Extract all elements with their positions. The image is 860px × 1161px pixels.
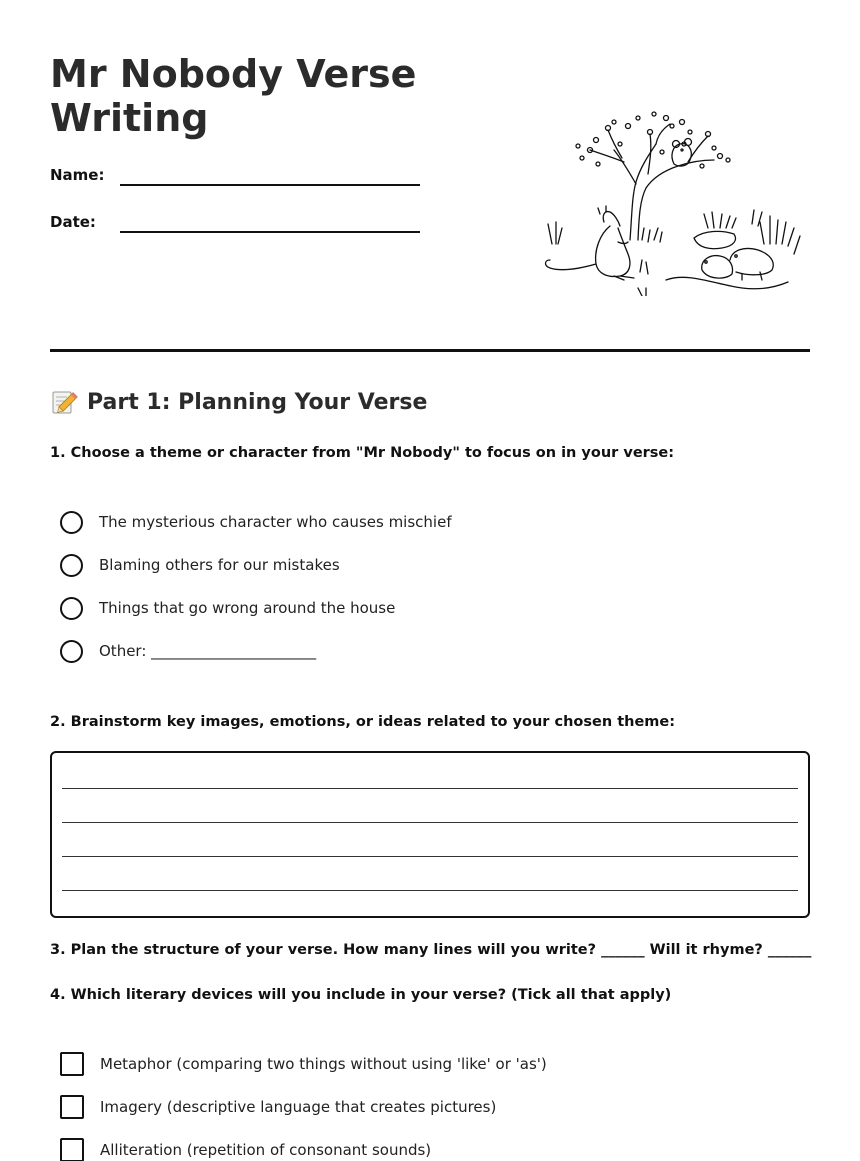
checkbox[interactable]: [60, 1052, 84, 1076]
checkbox[interactable]: [60, 1095, 84, 1119]
radio-circle[interactable]: [60, 640, 83, 663]
brainstorm-line[interactable]: [62, 856, 798, 857]
theme-option-other[interactable]: [60, 638, 316, 664]
theme-option-mischief[interactable]: [60, 509, 452, 535]
brainstorm-line[interactable]: [62, 788, 798, 789]
worksheet-title: Mr Nobody Verse Writing: [50, 52, 417, 140]
question-1: 1. Choose a theme or character from "Mr Nobody" to focus on in your verse:: [50, 445, 675, 461]
theme-option-blaming[interactable]: [60, 552, 340, 578]
option-label: Other: ______________________: [99, 642, 317, 660]
question-2: 2. Brainstorm key images, emotions, or ideas related to your chosen theme:: [50, 714, 676, 730]
name-field[interactable]: [50, 166, 420, 192]
device-option-imagery[interactable]: [60, 1094, 496, 1120]
brainstorm-line[interactable]: [62, 890, 798, 891]
radio-circle[interactable]: [60, 511, 83, 534]
date-label: Date:: [50, 213, 96, 231]
device-option-metaphor[interactable]: [60, 1051, 547, 1077]
theme-option-house[interactable]: [60, 595, 395, 621]
bush-animals-illustration: [538, 104, 806, 296]
brainstorm-line[interactable]: [62, 822, 798, 823]
date-write-line[interactable]: [120, 231, 420, 233]
question-3: 3. Plan the structure of your verse. How many lines will you write? ______ Will it rhyme? ______: [50, 942, 812, 958]
brainstorm-box[interactable]: [50, 751, 810, 918]
name-label: Name:: [50, 166, 105, 184]
question-4: 4. Which literary devices will you include in your verse? (Tick all that apply): [50, 987, 672, 1003]
header-divider: [50, 349, 810, 352]
part1-heading-text: Part 1: Planning Your Verse: [87, 389, 428, 415]
option-label: Imagery (descriptive language that creates pictures): [100, 1098, 497, 1116]
option-label: Blaming others for our mistakes: [99, 556, 340, 574]
option-label: Things that go wrong around the house: [99, 599, 396, 617]
checkbox[interactable]: [60, 1138, 84, 1161]
device-option-alliteration[interactable]: [60, 1137, 431, 1161]
part1-heading: [50, 388, 427, 416]
name-write-line[interactable]: [120, 184, 420, 186]
option-label: The mysterious character who causes mischief: [99, 513, 452, 531]
option-label: Alliteration (repetition of consonant sounds): [100, 1141, 432, 1159]
memo-pencil-icon: [50, 388, 78, 416]
radio-circle[interactable]: [60, 554, 83, 577]
option-label: Metaphor (comparing two things without using 'like' or 'as'): [100, 1055, 547, 1073]
date-field[interactable]: [50, 213, 420, 239]
radio-circle[interactable]: [60, 597, 83, 620]
